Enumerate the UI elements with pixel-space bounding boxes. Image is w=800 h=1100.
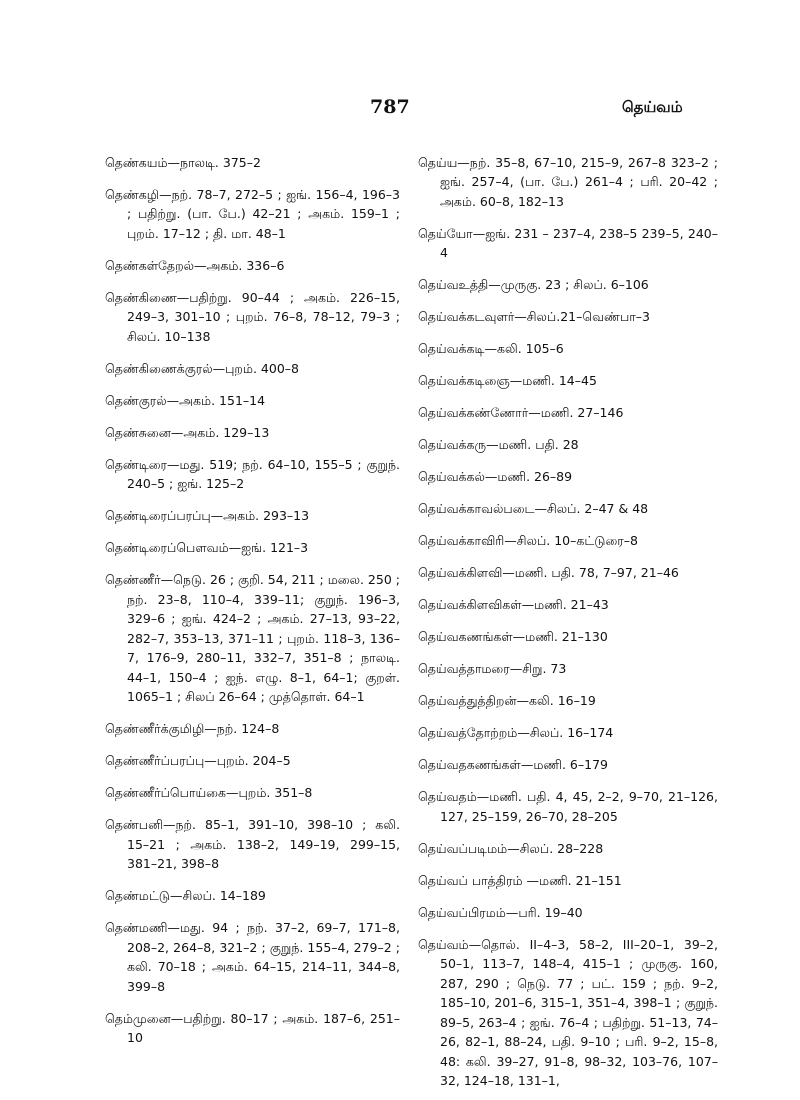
- index-entry: தெண்ணீர்ப்பரப்பு—புறம். 204–5: [105, 753, 291, 768]
- index-entry: தெண்டிரைப்பௌவம்—ஐங். 121–3: [105, 540, 309, 555]
- index-entry: தெண்மட்டு—சிலப். 14–189: [105, 888, 266, 903]
- index-entry: தெய்வக்காவல்படை—சிலப். 2–47 & 48: [418, 501, 649, 516]
- running-head: தெய்வம்: [622, 98, 683, 116]
- index-entry: தெய்வக்கல்—மணி. 26–89: [418, 469, 573, 484]
- index-entry: தெய்வத்தாமரை—சிறு. 73: [418, 661, 567, 676]
- index-entry: தெண்சுனை—அகம். 129–13: [105, 424, 270, 440]
- page-header: [0, 96, 800, 128]
- index-entry: தெண்கழி—நற். 78–7, 272–5 ; ஐங். 156–4, 196–3 ; பதிற்று. (பா. பே.) 42–21 ; அகம். 159–1 ; புறம். 17–12 ; தி. மா. 48–1: [105, 186, 400, 241]
- index-entry: தெண்கிணைக்குரல்—புறம். 400–8: [105, 360, 299, 376]
- index-entry: தெண்ணீர்—நெடு. 26 ; குறி. 54, 211 ; மலை. 250 ; நற். 23–8, 110–4, 339–11; குறுந். 196–3, 329–6 ; ஐங். 424–2 ; அகம். 27–13, 93–22, 282–7, 353–13, 371–11 ; புறம். 118–3, 136–7, 176–9, 280–11, 332–7, 351–8 ; நாலடி. 44–1, 150–4 ; ஐந். எழு. 8–1, 64–1; குறள். 1065–1 ; சிலப் 26–64 ; முத்தொள். 64–1: [105, 572, 400, 704]
- index-entry: தெய்வக்கடவுளர்—சிலப்.21–வெண்பா–3: [418, 309, 650, 324]
- index-entry: தெண்கிணை—பதிற்று. 90–44 ; அகம். 226–15, 249–3, 301–10 ; புறம். 76–8, 78–12, 79–3 ; சிலப். 10–138: [105, 289, 400, 344]
- index-entry: தெய்வஉத்தி—முருகு. 23 ; சிலப். 6–106: [418, 277, 649, 292]
- index-entry: தெய்வத்துத்திறன்—கலி. 16–19: [418, 693, 596, 708]
- index-entry: தெய்வக்கண்ணோர்—மணி. 27–146: [418, 405, 624, 420]
- index-entry: தெய்வப் பாத்திரம் —மணி. 21–151: [418, 872, 622, 888]
- left-column: [105, 140, 400, 1055]
- index-entry: தெய்வகணங்கள்—மணி. 21–130: [418, 629, 608, 644]
- index-entry: தெய்வக்கிளவி—மணி. பதி. 78, 7–97, 21–46: [418, 565, 679, 580]
- index-entry: தெண்மணி—மது. 94 ; நற். 37–2, 69–7, 171–8, 208–2, 264–8, 321–2 ; குறுந். 155–4, 279–2 ; கலி. 70–18 ; அகம். 64–15, 214–11, 344–8, 399–8: [105, 920, 400, 994]
- index-entry: தெய்ய—நற். 35–8, 67–10, 215–9, 267–8 323–2 ; ஐங். 257–4, (பா. பே.) 261–4 ; பரி. 20–42 ; அகம். 60–8, 182–13: [418, 154, 718, 209]
- index-entry: தெண்டிரை—மது. 519; நற். 64–10, 155–5 ; குறுந். 240–5 ; ஐங். 125–2: [105, 456, 400, 491]
- index-entry: தெய்வப்பிரமம்—பரி. 19–40: [418, 904, 583, 920]
- index-entry: தெம்முனை—பதிற்று. 80–17 ; அகம். 187–6, 251–10: [105, 1010, 400, 1045]
- index-entry: தெய்வப்படிமம்—சிலப். 28–228: [418, 840, 604, 856]
- page-number: 787: [370, 96, 410, 118]
- index-entry: தெய்வக்கடிஞை—மணி. 14–45: [418, 373, 597, 388]
- index-entry: தெண்ணீர்ப்பொய்கை—புறம். 351–8: [105, 785, 313, 800]
- index-entry: தெய்வதம்—மணி. பதி. 4, 45, 2–2, 9–70, 21–126, 127, 25–159, 26–70, 28–205: [418, 789, 718, 824]
- index-entry: தெய்யோ—ஐங். 231 – 237–4, 238–5 239–5, 240–4: [418, 225, 718, 260]
- index-entry: தெண்ணீர்க்குமிழி—நற். 124–8: [105, 721, 280, 736]
- index-entry: தெய்வக்கிளவிகள்—மணி. 21–43: [418, 597, 609, 612]
- index-entry: தெய்வக்கடி—கலி. 105–6: [418, 341, 564, 356]
- index-entry: தெண்கயம்—நாலடி. 375–2: [105, 154, 261, 170]
- index-entry: தெய்வதகணங்கள்—மணி. 6–179: [418, 757, 608, 772]
- index-entry: தெய்வத்தோற்றம்—சிலப். 16–174: [418, 725, 614, 740]
- index-entry: தெண்பனி—நற். 85–1, 391–10, 398–10 ; கலி. 15–21 ; அகம். 138–2, 149–19, 299–15, 381–21, 398–8: [105, 817, 400, 871]
- index-entry: தெண்டிரைப்பரப்பு—அகம். 293–13: [105, 508, 310, 523]
- index-entry: தெண்கள்தேறல்—அகம். 336–6: [105, 257, 285, 273]
- index-entry: தெய்வக்கரு—மணி. பதி. 28: [418, 437, 579, 452]
- index-entry: தெய்வம்—தொல். II–4–3, 58–2, III–20–1, 39–2, 50–1, 113–7, 148–4, 415–1 ; முருகு. 160, 287, 290 ; நெடு. 77 ; பட். 159 ; நற். 9–2, 185–10, 201–6, 315–1, 351–4, 398–1 ; குறுந். 89–5, 263–4 ; ஐங். 76–4 ; பதிற்று. 51–13, 74–26, 82–1, 88–24, பதி. 9–10 ; பரி. 9–2, 15–8, 48: கலி. 39–27, 91–8, 98–32, 103–76, 107–32, 124–18, 131–1,: [418, 936, 718, 1088]
- index-entry: தெண்குரல்—அகம். 151–14: [105, 392, 266, 408]
- index-entry: தெய்வக்காவிரி—சிலப். 10–கட்டுரை–8: [418, 533, 638, 548]
- right-column: [418, 140, 718, 1098]
